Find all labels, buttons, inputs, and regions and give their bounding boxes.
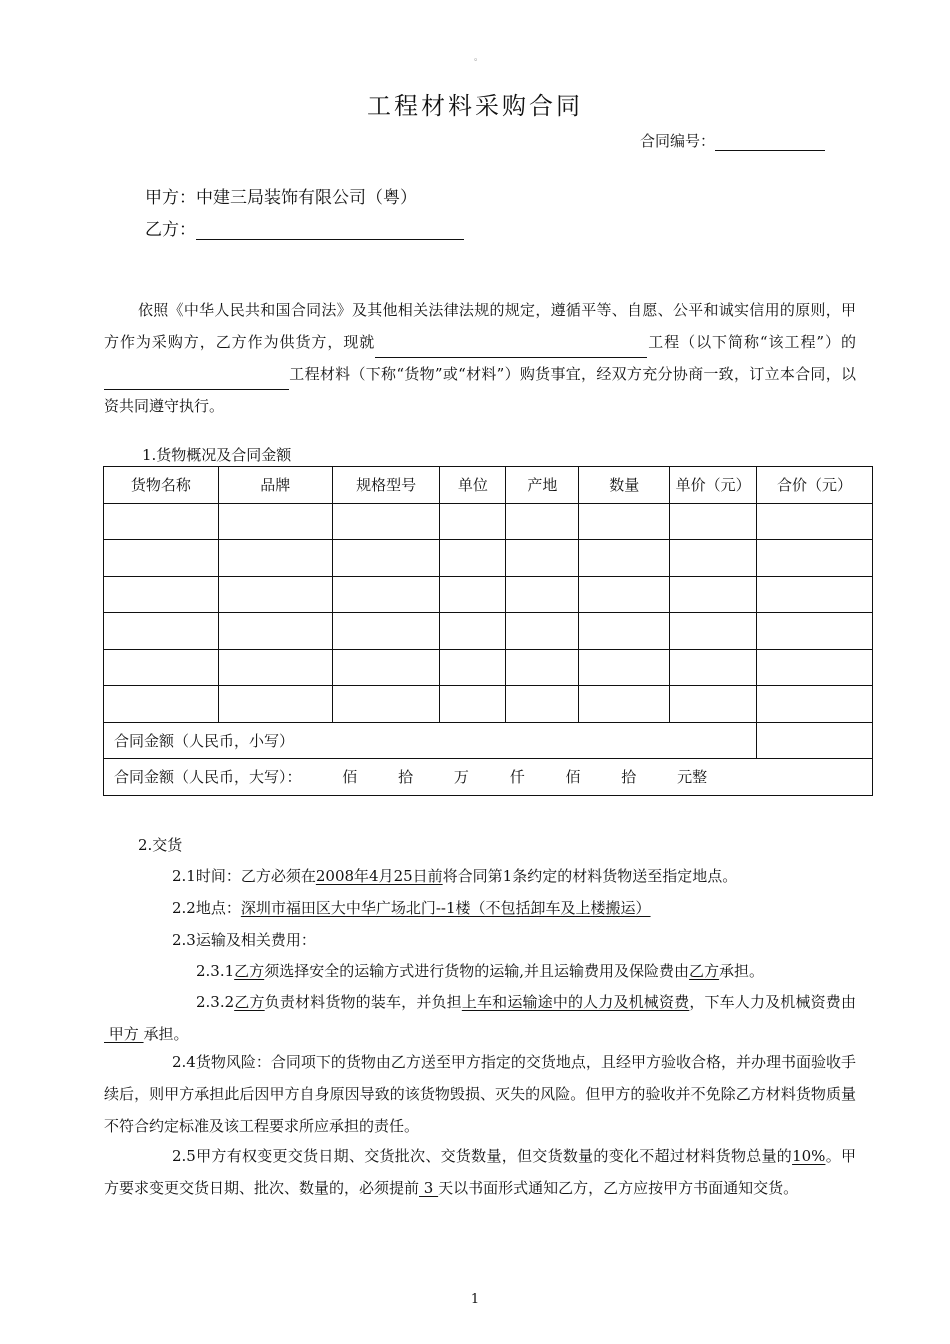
- clause-2-3-1-text: 须选择安全的运输方式进行货物的运输,并且运输费用及保险费由: [264, 962, 689, 980]
- quantity-change-limit: 10%: [792, 1147, 826, 1165]
- delivery-place: 深圳市福田区大中华广场北门--1楼（不包括卸车及上楼搬运）: [240, 899, 651, 917]
- party-a: 甲方：中建三局装饰有限公司（粤）: [145, 188, 417, 208]
- table-header-row: [104, 467, 873, 504]
- clause-2-1-text-a: 2.1时间：乙方必须在: [172, 867, 316, 885]
- party-b-label: 乙方：: [145, 220, 196, 240]
- clause-2-5-text-c: 天以书面形式通知乙方，乙方应按甲方书面通知交货。: [438, 1179, 799, 1197]
- header-spec: 规格型号: [332, 467, 440, 504]
- unit-yuan: 元整: [677, 768, 708, 787]
- goods-table: [103, 466, 873, 796]
- total-upper-label: 合同金额（人民币，大写）：: [114, 768, 302, 787]
- clause-2-2: [172, 897, 651, 918]
- clause-2-3-2-text-a: 负责材料货物的装车，并负担: [264, 993, 462, 1011]
- clause-2-3-1-num: 2.3.1: [196, 962, 235, 980]
- header-brand: 品牌: [218, 467, 332, 504]
- unit-bai-1: 佰: [342, 768, 358, 787]
- intro-paragraph: [104, 294, 856, 422]
- clause-2-3-2-text-b: ，下车人力及机械资费由: [689, 993, 856, 1011]
- clause-2-3-1-end: 承担。: [718, 962, 764, 980]
- page-title: 工程材料采购合同: [367, 92, 583, 120]
- clause-2-5-text-b: 。甲方要求变更交货日期、批次、数量的，必须提前: [104, 1147, 856, 1197]
- material-name-blank: [104, 369, 289, 390]
- table-row: [104, 686, 873, 723]
- intro-text-1: 依照《中华人民共和国合同法》及其他相关法律法规的规定，遵循平等、自愿、公平和诚实信用的原则，甲方作为采购方，乙方作为供货方，现就: [104, 301, 856, 351]
- header-origin: 产地: [506, 467, 579, 504]
- clause-2-3-1-party1: 乙方: [234, 962, 265, 980]
- clause-2-3-1: [196, 960, 764, 981]
- intro-text-3: 工程材料（下称“货物”或“材料”）购货事宜，经双方充分协商一致，订立本合同，以资共同遵守执行。: [104, 365, 856, 415]
- clause-2-1: [172, 865, 737, 886]
- total-lower-row: [104, 722, 873, 759]
- clause-2-5-text-a: 2.5甲方有权变更交货日期、交货批次、交货数量，但交货数量的变化不超过材料货物总量的: [172, 1147, 793, 1165]
- clause-2-4: [104, 1046, 856, 1142]
- party-b: [145, 215, 464, 240]
- header-mark: 。: [474, 53, 484, 63]
- clause-2-5: [104, 1140, 856, 1204]
- table-row: [104, 503, 873, 540]
- clause-2-1-text-b: 将合同第1条约定的材料货物送至指定地点。: [442, 867, 738, 885]
- contract-number-blank: [715, 132, 825, 151]
- header-goods-name: 货物名称: [104, 467, 219, 504]
- header-unit-price: 单价（元）: [670, 467, 757, 504]
- total-lower-value: [757, 722, 873, 759]
- table-row: [104, 649, 873, 686]
- table-row: [104, 613, 873, 650]
- section2-title: 2.交货: [138, 836, 183, 854]
- clause-2-3-2: [104, 986, 856, 1050]
- header-unit: 单位: [440, 467, 506, 504]
- clause-2-4-text: 2.4货物风险：合同项下的货物由乙方送至甲方指定的交货地点，且经甲方验收合格，并办理书面验收手续后，则甲方承担此后因甲方自身原因导致的该货物毁损、灭失的风险。但甲方的验收并不免除乙方材料货物质量不符合约定标准及该工程要求所应承担的责任。: [104, 1053, 856, 1135]
- notice-days: 3: [419, 1179, 439, 1197]
- clause-2-3-2-cost: 上车和运输途中的人力及机械资费: [461, 993, 690, 1011]
- clause-2-3-1-party2: 乙方: [688, 962, 719, 980]
- clause-2-3-2-num: 2.3.2: [196, 993, 235, 1011]
- unit-shi-1: 拾: [398, 768, 414, 787]
- contract-number: [640, 130, 825, 151]
- unit-bai-2: 佰: [565, 768, 581, 787]
- unit-qian: 仟: [509, 768, 525, 787]
- total-lower-label: 合同金额（人民币，小写）: [104, 722, 757, 759]
- project-name-blank: [375, 337, 647, 358]
- delivery-date: 2008年4月25日前: [315, 867, 443, 885]
- section1-title: 1.货物概况及合同金额: [142, 446, 292, 464]
- party-b-blank: [196, 221, 464, 240]
- total-upper-row: [104, 759, 873, 796]
- table-row: [104, 540, 873, 577]
- clause-2-2-label: 2.2地点：: [172, 899, 241, 917]
- clause-2-3-2-party1: 乙方: [234, 993, 265, 1011]
- clause-2-3: 2.3运输及相关费用：: [172, 931, 316, 949]
- header-quantity: 数量: [579, 467, 670, 504]
- header-total-price: 合价（元）: [757, 467, 873, 504]
- table-row: [104, 576, 873, 613]
- intro-text-2: 工程（以下简称“该工程”）的: [647, 333, 856, 351]
- contract-number-label: 合同编号：: [640, 132, 716, 150]
- clause-2-3-2-end: 承担。: [143, 1025, 189, 1043]
- page-number: 1: [470, 1292, 480, 1307]
- total-upper-cell: [104, 759, 873, 796]
- unit-shi-2: 拾: [621, 768, 637, 787]
- unit-wan: 万: [453, 768, 469, 787]
- clause-2-3-2-party2: 甲方: [104, 1025, 144, 1043]
